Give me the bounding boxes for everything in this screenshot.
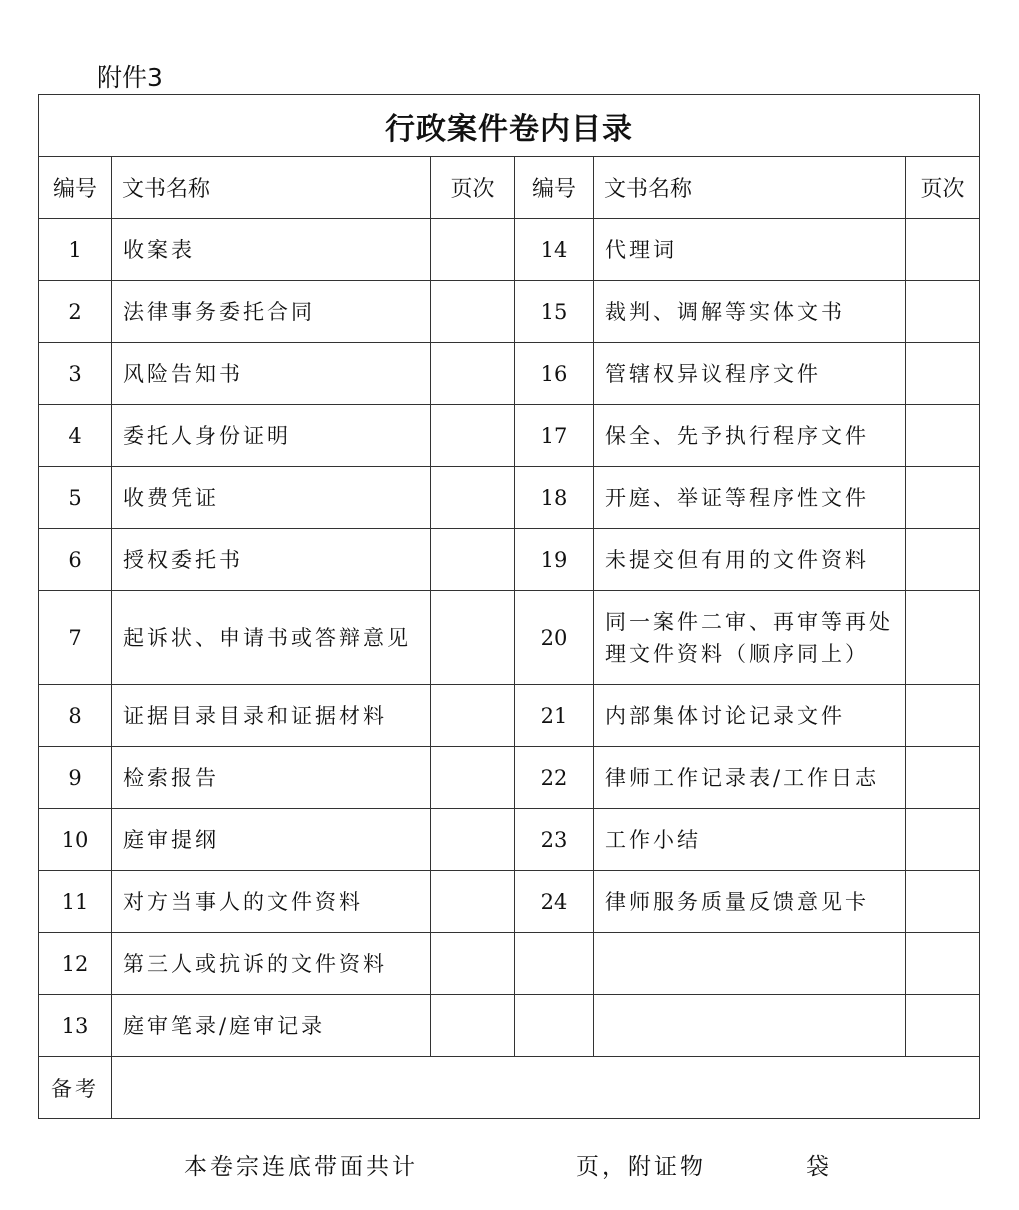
title-row [39,95,980,157]
entry-number: 6 [39,529,112,591]
entry-number: 11 [39,871,112,933]
table-row [39,933,980,995]
entry-number: 15 [515,281,594,343]
table-row [39,591,980,685]
entry-number: 21 [515,685,594,747]
table-row [39,995,980,1057]
entry-pages [906,685,980,747]
entry-number: 10 [39,809,112,871]
header-number-right: 编号 [515,157,594,219]
remark-content [112,1057,980,1119]
entry-number: 4 [39,405,112,467]
entry-number: 14 [515,219,594,281]
table-row [39,343,980,405]
header-pages-right: 页次 [906,157,980,219]
footer-bags-label: 袋 [806,1154,832,1180]
entry-number: 17 [515,405,594,467]
remark-row [39,1057,980,1119]
entry-number: 7 [39,591,112,685]
entry-pages [906,467,980,529]
entry-doc-name: 证据目录目录和证据材料 [112,685,431,747]
entry-pages [906,281,980,343]
entry-number [515,995,594,1057]
entry-doc-name: 对方当事人的文件资料 [112,871,431,933]
entry-doc-name: 庭审笔录/庭审记录 [112,995,431,1057]
entry-doc-name: 委托人身份证明 [112,405,431,467]
case-catalog-table [38,94,980,1119]
entry-doc-name: 开庭、举证等程序性文件 [594,467,906,529]
entry-pages [431,529,515,591]
entry-doc-name: 庭审提纲 [112,809,431,871]
entry-doc-name: 起诉状、申请书或答辩意见 [112,591,431,685]
entry-doc-name: 法律事务委托合同 [112,281,431,343]
entry-doc-name: 同一案件二审、再审等再处理文件资料（顺序同上） [594,591,906,685]
entry-pages [431,405,515,467]
entry-pages [431,591,515,685]
entry-number: 22 [515,747,594,809]
entry-doc-name: 管辖权异议程序文件 [594,343,906,405]
entry-number: 18 [515,467,594,529]
entry-number [515,933,594,995]
entry-number: 5 [39,467,112,529]
header-pages-left: 页次 [431,157,515,219]
entry-number: 2 [39,281,112,343]
entry-number: 23 [515,809,594,871]
entry-doc-name [594,995,906,1057]
entry-pages [431,933,515,995]
entry-pages [906,995,980,1057]
entry-pages [906,343,980,405]
entry-pages [431,809,515,871]
header-doc-name-right: 文书名称 [594,157,906,219]
table-row [39,281,980,343]
footer-evidence-label: 页，附证物 [576,1154,706,1180]
entry-number: 8 [39,685,112,747]
entry-pages [906,871,980,933]
table-row [39,467,980,529]
entry-pages [906,405,980,467]
entry-pages [906,809,980,871]
entry-pages [431,281,515,343]
table-row [39,685,980,747]
header-number-left: 编号 [39,157,112,219]
entry-pages [431,995,515,1057]
entry-pages [906,529,980,591]
entry-number: 12 [39,933,112,995]
entry-pages [431,343,515,405]
entry-pages [906,591,980,685]
entry-pages [431,467,515,529]
entry-pages [906,219,980,281]
entry-doc-name: 风险告知书 [112,343,431,405]
entry-number: 3 [39,343,112,405]
entry-doc-name: 授权委托书 [112,529,431,591]
entry-doc-name: 律师工作记录表/工作日志 [594,747,906,809]
table-row [39,405,980,467]
entry-number: 13 [39,995,112,1057]
entry-doc-name: 未提交但有用的文件资料 [594,529,906,591]
attachment-label: 附件3 [97,63,163,92]
table-row [39,871,980,933]
entry-number: 16 [515,343,594,405]
entry-pages [431,219,515,281]
entry-doc-name: 收案表 [112,219,431,281]
entry-doc-name: 代理词 [594,219,906,281]
entry-doc-name: 收费凭证 [112,467,431,529]
entry-doc-name [594,933,906,995]
entry-number: 19 [515,529,594,591]
table-title: 行政案件卷内目录 [39,95,980,157]
entry-doc-name: 内部集体讨论记录文件 [594,685,906,747]
entry-doc-name: 工作小结 [594,809,906,871]
table-row [39,529,980,591]
entry-pages [431,685,515,747]
table-row [39,747,980,809]
entry-pages [431,871,515,933]
footer-total-pages-label: 本卷宗连底带面共计 [184,1154,418,1180]
entry-number: 24 [515,871,594,933]
table-row [39,809,980,871]
entry-doc-name: 裁判、调解等实体文书 [594,281,906,343]
entry-doc-name: 检索报告 [112,747,431,809]
entry-doc-name: 第三人或抗诉的文件资料 [112,933,431,995]
entry-number: 20 [515,591,594,685]
entry-number: 1 [39,219,112,281]
footer-statement [0,1148,1019,1184]
entry-doc-name: 保全、先予执行程序文件 [594,405,906,467]
header-doc-name-left: 文书名称 [112,157,431,219]
table-row [39,219,980,281]
remark-label: 备考 [39,1057,112,1119]
header-row [39,157,980,219]
entry-pages [431,747,515,809]
entry-number: 9 [39,747,112,809]
entry-pages [906,933,980,995]
entry-doc-name: 律师服务质量反馈意见卡 [594,871,906,933]
entry-pages [906,747,980,809]
